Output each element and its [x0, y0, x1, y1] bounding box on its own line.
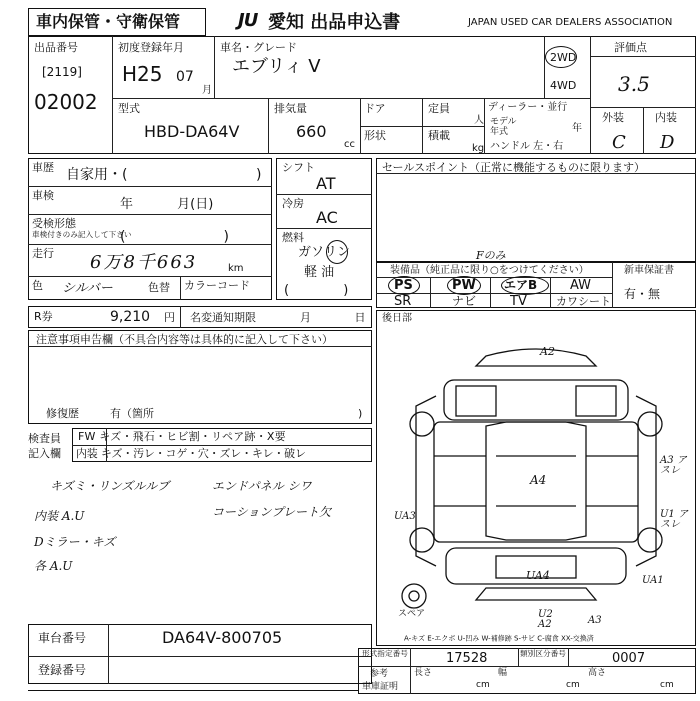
reference-label: 参考 [370, 669, 389, 679]
inspector-note-2: エンドパネル シワ [212, 479, 312, 493]
history-close: ) [256, 167, 262, 183]
tax-value: 9,210 [110, 309, 151, 325]
category-label: 類別区分番号 [520, 650, 566, 659]
mileage-label: 走行 [32, 247, 54, 260]
type-number-label: 形式指定番号 [362, 650, 408, 659]
inspector-row-1: FW キズ・飛石・ヒビ割・リペア跡・X要 [78, 430, 286, 443]
inspection-label: 車検 [32, 189, 54, 202]
evaluation-label: 評価点 [614, 41, 647, 54]
association-name: JAPAN USED CAR DEALERS ASSOCIATION [468, 17, 673, 28]
equip-airbag-circle [501, 276, 549, 295]
handle-label: ハンドル 左・右 [490, 141, 564, 152]
ac-label: 冷房 [282, 197, 304, 210]
damage-legend: A-キズ E-エクボ U-凹み W-補修跡 S-サビ C-腐食 XX-交換済 [404, 635, 594, 644]
accept-label: 受検形態 [32, 217, 76, 230]
notes-label: 注意事項申告欄（不具合内容等は具体的に記入して下さい） [36, 333, 333, 346]
width-unit: cm [566, 680, 580, 690]
height-label: 高さ [588, 668, 607, 678]
fuel-label: 燃料 [282, 231, 304, 244]
registration-month-unit: 月 [202, 85, 212, 96]
bottom-stamps [28, 690, 358, 701]
mark-ua1: UA1 [642, 575, 664, 586]
repair-label: 修復歴 [46, 407, 79, 420]
equip-aw: AW [570, 278, 592, 293]
equipment-label: 装備品（純正品に限り○をつけてください） [390, 265, 589, 276]
exterior-grade: C [612, 132, 626, 153]
mark-u1-right: U1 アスレ [660, 509, 688, 530]
mark-a2-top: A2 [540, 345, 555, 358]
mark-u2: U2 [538, 609, 553, 620]
reg-number-label: 登録番号 [38, 663, 87, 677]
registration-month: 07 [176, 69, 194, 85]
tax-label: R券 [34, 310, 53, 323]
ju-logo: JU [238, 10, 258, 31]
warranty-value: 有・無 [624, 287, 661, 301]
inspector-label: 検査員 記入欄 [28, 432, 61, 460]
color-label: 色 [32, 279, 43, 292]
door-label: ドア [364, 102, 386, 115]
length-label: 長さ [414, 668, 433, 678]
equip-airbag: エアB [504, 278, 538, 292]
drive-2wd-circle [545, 46, 577, 68]
history-value: 自家用・( [66, 167, 128, 183]
form-title: 愛知 出品申込書 [268, 12, 401, 33]
inspector-row-2: 内装 キズ・汚レ・コゲ・穴・ズレ・キレ・破レ [76, 447, 306, 460]
mark-a2-bottom: A2 [538, 619, 552, 630]
displacement-value: 660 [296, 122, 327, 141]
history-label: 車歴 [32, 161, 54, 174]
registration-year: H25 [122, 62, 163, 86]
equip-navi: ナビ [452, 294, 477, 308]
car-name-value: エブリィ V [232, 56, 321, 77]
warranty-label: 新車保証書 [624, 265, 674, 276]
accept-parens: ( ) [120, 229, 229, 245]
fuel-other: ( ) [284, 283, 349, 298]
length-unit: cm [476, 680, 490, 690]
model-value: HBD-DA64V [144, 122, 240, 141]
inspector-note-5: Dミラー・キズ [34, 535, 116, 549]
mileage-unit: km [228, 263, 244, 274]
inspector-note-1: キズミ・リンズルルブ [50, 479, 170, 493]
lot-number: 02002 [34, 90, 98, 114]
fuel-options: ガソリン [298, 245, 351, 260]
drive-2wd: 2WD [550, 51, 577, 64]
equip-ps: PS [394, 278, 413, 293]
shift-value: AT [316, 174, 336, 193]
mark-ua4: UA4 [526, 569, 550, 582]
inspection-value: 年 月(日) [120, 197, 214, 212]
car-name-label: 車名・グレード [220, 41, 297, 54]
color-code-label: カラーコード [184, 279, 250, 292]
equip-ps-circle [388, 276, 420, 295]
mark-a4: A4 [530, 473, 547, 487]
tax-unit: 円 [164, 311, 175, 324]
color-value: シルバー [62, 281, 113, 296]
mark-a3-right: A3 アスレ [660, 455, 687, 476]
width-label: 幅 [498, 668, 508, 678]
equip-seat: カワシート [556, 295, 611, 308]
spare-label: スペア [398, 609, 426, 619]
fuel-diesel: 軽 油 [304, 265, 335, 280]
mark-ua3: UA3 [394, 511, 416, 522]
registration-label: 初度登録年月 [118, 41, 184, 54]
ac-value: AC [316, 208, 338, 227]
notice-value: 月 日 [300, 311, 366, 324]
load-unit: kg [472, 143, 485, 154]
equip-tv: TV [510, 294, 527, 309]
equip-sr: SR [394, 294, 412, 309]
garage-label: 車庫証明 [362, 682, 399, 692]
interior-label: 内装 [655, 111, 677, 124]
notice-label: 名変通知期限 [190, 311, 256, 324]
inspector-note-3: 内装 A.U [34, 509, 85, 523]
mark-a3-bottom: A3 [588, 615, 602, 626]
inspector-note-6: 各 A.U [34, 559, 73, 573]
lot-bracket: [2119] [42, 65, 82, 79]
equipment-note: Fのみ [476, 249, 506, 262]
shift-label: シフト [282, 161, 315, 174]
displacement-unit: cc [344, 139, 355, 150]
chassis-value: DA64V-800705 [162, 628, 283, 647]
exterior-label: 外装 [602, 111, 624, 124]
mileage-value: 6万8千663 [90, 252, 198, 273]
equip-pw: PW [452, 278, 476, 293]
repair-value: 有（箇所 [110, 407, 154, 420]
load-label: 積載 [428, 129, 450, 142]
equip-pw-circle [447, 276, 481, 295]
repair-close: ) [358, 407, 363, 420]
lot-label: 出品番号 [34, 41, 78, 54]
category-value: 0007 [612, 651, 646, 666]
sales-point-label: セールスポイント（正常に機能するものに限ります） [382, 161, 646, 174]
evaluation-score: 3.5 [618, 72, 650, 96]
year-unit: 年 [572, 123, 582, 134]
storage-stamp-text: 車内保管・守衛保管 [36, 12, 181, 31]
accept-note: 車検付きのみ記入して下さい [32, 231, 132, 240]
color-swap-label: 色替 [148, 281, 170, 294]
height-unit: cm [660, 680, 674, 690]
capacity-unit: 人 [474, 115, 484, 126]
model-label: 型式 [118, 102, 140, 115]
chassis-label: 車台番号 [38, 631, 87, 645]
shape-label: 形状 [364, 129, 386, 142]
interior-grade: D [660, 132, 675, 153]
inspector-note-4: コーションプレート欠 [212, 505, 332, 519]
diagram-label: 後日部 [382, 313, 412, 324]
displacement-label: 排気量 [274, 102, 307, 115]
dealer-label: ディーラー・並行 [488, 102, 568, 113]
drive-4wd: 4WD [550, 79, 577, 92]
type-number-value: 17528 [446, 651, 488, 666]
fuel-circle [326, 240, 348, 264]
capacity-label: 定員 [428, 102, 450, 115]
model-year-label: モデル 年式 [490, 117, 517, 137]
